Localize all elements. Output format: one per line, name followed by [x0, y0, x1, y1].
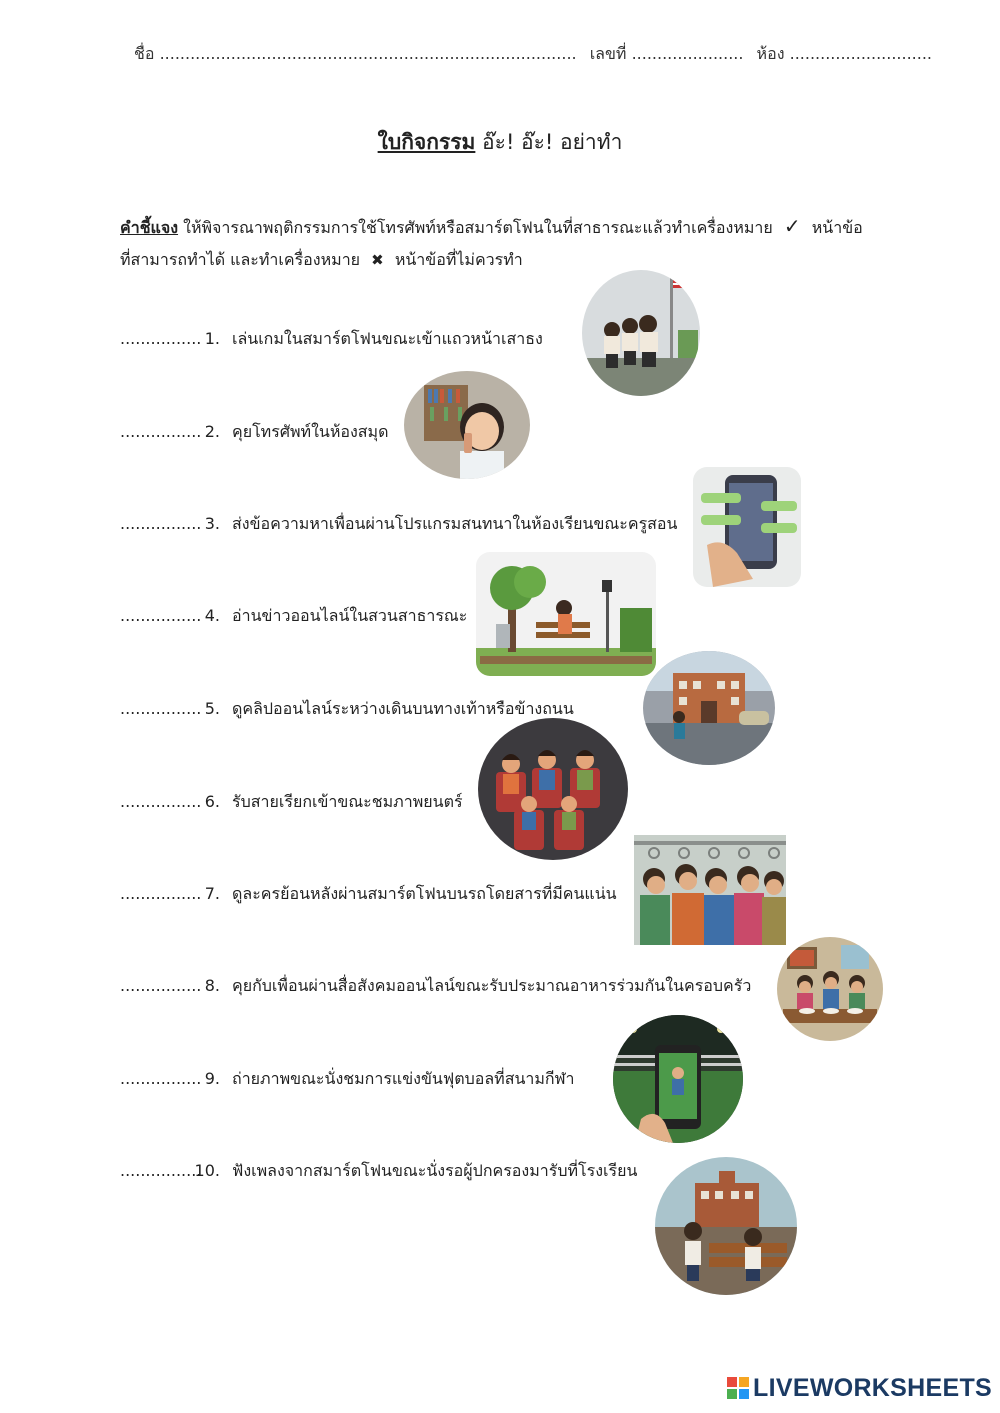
title-main: ใบกิจกรรม: [377, 130, 476, 154]
name-blank: ..................................................................................: [159, 44, 577, 63]
library-phone-image: [404, 371, 530, 479]
item-number: 3.: [204, 514, 220, 533]
name-label: ชื่อ: [134, 44, 155, 63]
answer-blank[interactable]: ................: [120, 329, 202, 348]
list-item: [120, 790, 463, 815]
instructions-text-2: หน้าข้อที่สามารถทำได้ และทำเครื่องหมาย: [120, 218, 863, 269]
number-blank: ......................: [631, 44, 744, 63]
room-label: ห้อง: [756, 44, 785, 63]
item-number: 5.: [204, 699, 220, 718]
item-number: 10.: [194, 1161, 220, 1180]
list-item: [120, 697, 574, 722]
item-number: 6.: [204, 792, 220, 811]
street-walking-image: [643, 651, 775, 765]
item-text: ดูละครย้อนหลังผ่านสมาร์ตโฟนบนรถโดยสารที่มีคนแน่น: [232, 884, 617, 903]
list-item: [120, 882, 617, 907]
school-waiting-image: [655, 1157, 797, 1295]
item-text: อ่านข่าวออนไลน์ในสวนสาธารณะ: [232, 606, 468, 625]
room-blank: ............................: [789, 44, 933, 63]
page-title: [0, 126, 1000, 159]
item-number: 4.: [204, 606, 220, 625]
number-label: เลขที่: [589, 44, 627, 63]
item-text: ดูคลิปออนไลน์ระหว่างเดินบนทางเท้าหรือข้างถนน: [232, 699, 574, 718]
list-item: [120, 512, 677, 537]
instructions-label: คำชี้แจง: [120, 218, 179, 237]
chat-phone-image: [693, 467, 801, 587]
logo-text: LIVEWORKSHEETS: [753, 1373, 992, 1402]
logo-square: [727, 1389, 737, 1399]
logo-square: [739, 1377, 749, 1387]
logo-squares-icon: [727, 1377, 749, 1399]
answer-blank[interactable]: ................: [120, 422, 202, 441]
item-number: 7.: [204, 884, 220, 903]
item-number: 2.: [204, 422, 220, 441]
item-number: 1.: [204, 329, 220, 348]
header-line: [134, 42, 932, 67]
answer-blank[interactable]: ................: [120, 1069, 202, 1088]
title-sub: อ๊ะ! อ๊ะ! อย่าทำ: [482, 130, 623, 154]
cross-mark-icon: ✖: [371, 251, 384, 269]
instructions-text-1: ให้พิจารณาพฤติกรรมการใช้โทรศัพท์หรือสมาร์ตโฟนในที่สาธารณะแล้วทำเครื่องหมาย: [183, 218, 773, 237]
family-dinner-image: [777, 937, 883, 1041]
list-item: [120, 420, 388, 445]
item-text: คุยกับเพื่อนผ่านสื่อสังคมออนไลน์ขณะรับประมาณอาหารร่วมกันในครอบครัว: [232, 976, 752, 995]
item-text: รับสายเรียกเข้าขณะชมภาพยนตร์: [232, 792, 463, 811]
list-item: [120, 604, 467, 629]
instructions: [120, 210, 870, 276]
list-item: [120, 1067, 575, 1092]
liveworksheets-logo: [727, 1375, 992, 1401]
cinema-image: [478, 718, 628, 860]
answer-blank[interactable]: ................: [120, 514, 202, 533]
item-number: 8.: [204, 976, 220, 995]
answer-blank[interactable]: ................: [120, 884, 202, 903]
answer-blank[interactable]: ................: [120, 976, 202, 995]
check-mark-icon: ✓: [783, 214, 801, 238]
crowded-bus-image: [634, 835, 786, 945]
item-text: ถ่ายภาพขณะนั่งชมการแข่งขันฟุตบอลที่สนามกีฬา: [232, 1069, 575, 1088]
students-flagpole-image: [582, 270, 700, 396]
stadium-phone-image: [613, 1015, 743, 1143]
item-number: 9.: [204, 1069, 220, 1088]
list-item: [120, 327, 543, 352]
logo-square: [739, 1389, 749, 1399]
answer-blank[interactable]: ................: [120, 792, 202, 811]
instructions-text-3: หน้าข้อที่ไม่ควรทำ: [394, 250, 523, 269]
item-text: ส่งข้อความหาเพื่อนผ่านโปรแกรมสนทนาในห้องเรียนขณะครูสอน: [232, 514, 678, 533]
park-bench-image: [476, 552, 656, 676]
list-item: [120, 1159, 637, 1184]
item-text: คุยโทรศัพท์ในห้องสมุด: [232, 422, 389, 441]
answer-blank[interactable]: ................: [120, 699, 202, 718]
logo-square: [727, 1377, 737, 1387]
list-item: [120, 974, 751, 999]
answer-blank[interactable]: ................: [120, 606, 202, 625]
item-text: ฟังเพลงจากสมาร์ตโฟนขณะนั่งรอผู้ปกครองมารับที่โรงเรียน: [232, 1161, 638, 1180]
item-text: เล่นเกมในสมาร์ตโฟนขณะเข้าแถวหน้าเสาธง: [232, 329, 543, 348]
answer-blank[interactable]: ................: [120, 1161, 202, 1180]
